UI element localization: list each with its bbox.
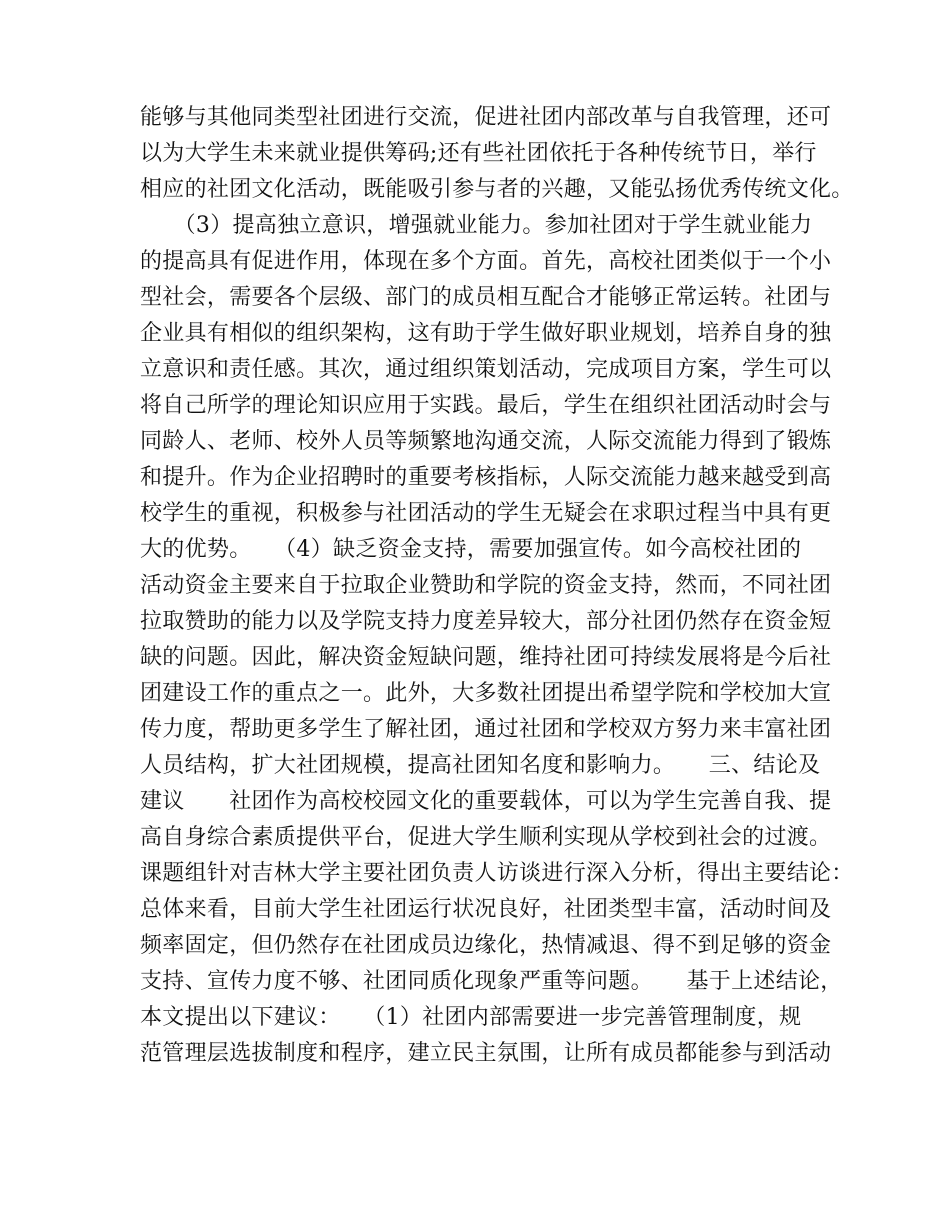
text-line-23: 总体来看，目前大学生社团运行状况良好，社团类型丰富，活动时间及 — [140, 897, 832, 922]
text-line-5: 的提高具有促进作用，体现在多个方面。首先，高校社团类似于一个小 — [140, 249, 832, 274]
text-line-25: 支持、宣传力度不够、社团同质化现象严重等问题。 基于上述结论， — [140, 969, 843, 994]
text-line-21: 高自身综合素质提供平台，促进大学生顺利实现从学校到社会的过渡。 — [140, 825, 832, 850]
text-line-1: 能够与其他同类型社团进行交流，促进社团内部改革与自我管理，还可 — [140, 105, 832, 130]
text-line-6: 型社会，需要各个层级、部门的成员相互配合才能够正常运转。社团与 — [140, 285, 832, 310]
text-line-26: 本文提出以下建议： （1）社团内部需要进一步完善管理制度，规 — [140, 1005, 802, 1030]
text-line-14: 活动资金主要来自于拉取企业赞助和学院的资金支持，然而，不同社团 — [140, 573, 832, 598]
text-line-17: 团建设工作的重点之一。此外，大多数社团提出希望学院和学校加大宣 — [140, 681, 832, 706]
text-line-24: 频率固定，但仍然存在社团成员边缘化，热情减退、得不到足够的资金 — [140, 933, 832, 958]
text-line-20: 建议 社团作为高校校园文化的重要载体，可以为学生完善自我、提 — [140, 789, 832, 814]
text-line-18: 传力度，帮助更多学生了解社团，通过社团和学校双方努力来丰富社团 — [140, 717, 832, 742]
text-line-15: 拉取赞助的能力以及学院支持力度差异较大，部分社团仍然存在资金短 — [140, 609, 832, 634]
text-line-8: 立意识和责任感。其次，通过组织策划活动，完成项目方案，学生可以 — [140, 357, 832, 382]
text-line-27: 范管理层选拔制度和程序，建立民主氛围，让所有成员都能参与到活动 — [140, 1041, 832, 1066]
text-line-2: 以为大学生未来就业提供筹码;还有些社团依托于各种传统节日，举行 — [140, 141, 817, 166]
text-line-10: 同龄人、老师、校外人员等频繁地沟通交流，人际交流能力得到了锻炼 — [140, 429, 832, 454]
text-line-7: 企业具有相似的组织架构，这有助于学生做好职业规划，培养自身的独 — [140, 321, 832, 346]
text-line-16: 缺的问题。因此，解决资金短缺问题，维持社团可持续发展将是今后社 — [140, 645, 832, 670]
text-line-12: 校学生的重视，积极参与社团活动的学生无疑会在求职过程当中具有更 — [140, 501, 832, 526]
text-line-22: 课题组针对吉林大学主要社团负责人访谈进行深入分析，得出主要结论： — [140, 861, 854, 886]
text-line-9: 将自己所学的理论知识应用于实践。最后，学生在组织社团活动时会与 — [140, 393, 832, 418]
text-line-19: 人员结构，扩大社团规模，提高社团知名度和影响力。 三、结论及 — [140, 753, 821, 778]
text-line-13: 大的优势。 （4）缺乏资金支持，需要加强宣传。如今高校社团的 — [140, 537, 802, 562]
text-line-11: 和提升。作为企业招聘时的重要考核指标，人际交流能力越来越受到高 — [140, 465, 832, 490]
text-line-3: 相应的社团文化活动，既能吸引参与者的兴趣，又能弘扬优秀传统文化。 — [140, 177, 854, 202]
text-line-4: （3）提高独立意识，增强就业能力。参加社团对于学生就业能力 — [140, 213, 813, 238]
body-text — [140, 100, 854, 1072]
